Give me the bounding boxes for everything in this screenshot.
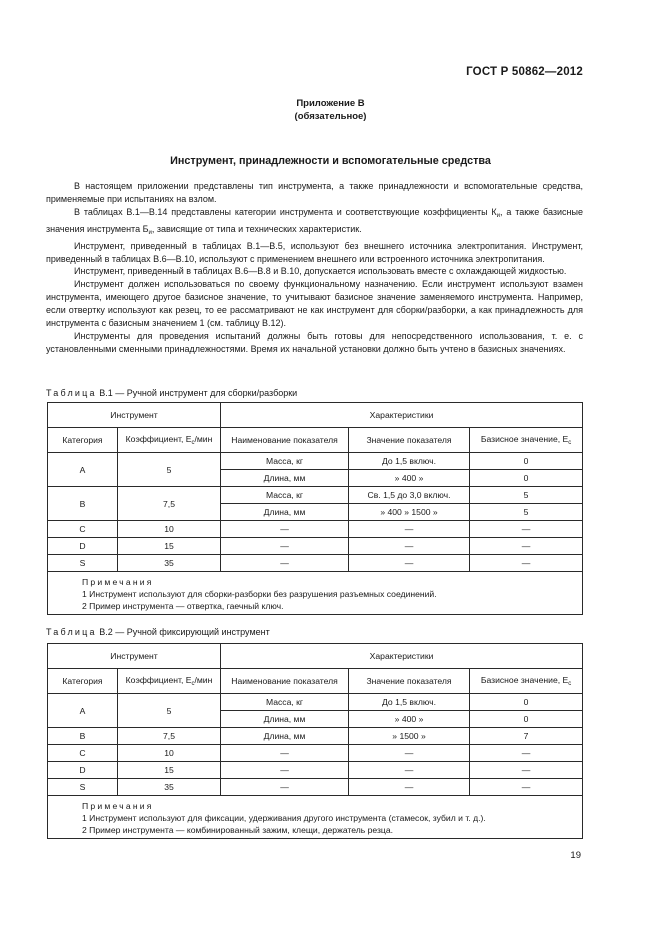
paragraph-3: Инструмент, приведенный в таблицах В.1—В.5, используют без внешнего источника электропитания. Инструмент, приведенный в таблицах В.6—В.10, используют с применением внешнего или встроенного источника электропитания. <box>46 240 583 264</box>
cell-base: 0 <box>470 470 583 487</box>
cell-base: — <box>470 745 583 762</box>
table-row <box>48 694 583 711</box>
table-2-group-chars: Характеристики <box>221 644 583 669</box>
cell-param: Масса, кг <box>221 694 349 711</box>
table-2-group-tool: Инструмент <box>48 644 221 669</box>
subscript-b: и <box>148 229 152 236</box>
cell-value: » 400 » 1500 » <box>349 504 470 521</box>
table-2-note-2: 2 Пример инструмента — комбинированный зажим, клещи, держатель резца. <box>82 825 394 835</box>
cell-param: Длина, мм <box>221 711 349 728</box>
table-1-col-coef-sub: с <box>191 440 195 446</box>
table-1-col-base-sub: с <box>568 440 572 446</box>
table-2-notes-title: Примечания <box>82 801 154 811</box>
cell-category: D <box>48 538 118 555</box>
cell-base: — <box>470 538 583 555</box>
table-1-col-base <box>470 428 583 453</box>
table-row <box>48 728 583 745</box>
cell-coef: 5 <box>118 453 221 487</box>
table-row <box>48 745 583 762</box>
cell-value: Св. 1,5 до 3,0 включ. <box>349 487 470 504</box>
cell-coef: 15 <box>118 538 221 555</box>
cell-base: 5 <box>470 487 583 504</box>
table-1-col-base-text: Базисное значение, Е <box>480 434 569 444</box>
paragraph-2-part-a: В таблицах В.1—В.14 представлены категории инструмента и соответствующие коэффициенты К <box>74 206 497 217</box>
table-row <box>48 453 583 470</box>
table-1-caption-text: В.1 — Ручной инструмент для сборки/разборки <box>99 388 298 398</box>
table-1-notes <box>48 572 583 615</box>
cell-coef: 15 <box>118 762 221 779</box>
paragraph-2-part-c: , зависящие от типа и технических характеристик. <box>151 223 362 234</box>
cell-base: — <box>470 779 583 796</box>
cell-coef: 10 <box>118 745 221 762</box>
paragraph-4: Инструмент, приведенный в таблицах В.6—В.8 и В.10, допускается использовать вместе с охлаждающей жидкостью. <box>74 266 567 277</box>
cell-base: 0 <box>470 694 583 711</box>
cell-category: А <box>48 453 118 487</box>
table-1-group-chars: Характеристики <box>221 403 583 428</box>
page-number: 19 <box>570 850 581 861</box>
table-1-caption-word: Таблица <box>46 388 97 398</box>
table-row <box>48 487 583 504</box>
cell-coef: 5 <box>118 694 221 728</box>
cell-param: — <box>221 555 349 572</box>
table-1-note-1: 1 Инструмент используют для сборки-разборки без разрушения разъемных соединений. <box>82 589 437 599</box>
cell-base: — <box>470 762 583 779</box>
cell-param: Длина, мм <box>221 470 349 487</box>
body-text <box>46 180 583 356</box>
cell-param: — <box>221 538 349 555</box>
table-2-caption-word: Таблица <box>46 627 97 637</box>
cell-value: — <box>349 538 470 555</box>
table-2-notes <box>48 796 583 839</box>
annex-status: (обязательное) <box>294 111 367 122</box>
cell-value: — <box>349 745 470 762</box>
cell-base: 0 <box>470 453 583 470</box>
table-2-col-base <box>470 669 583 694</box>
cell-base: — <box>470 521 583 538</box>
cell-param: Масса, кг <box>221 487 349 504</box>
cell-value: — <box>349 555 470 572</box>
cell-param: — <box>221 745 349 762</box>
cell-coef: 7,5 <box>118 728 221 745</box>
table-row <box>48 762 583 779</box>
cell-value: До 1,5 включ. <box>349 453 470 470</box>
table-2-col-param: Наименование показателя <box>221 669 349 694</box>
cell-category: S <box>48 555 118 572</box>
cell-category: С <box>48 745 118 762</box>
annex-title: Инструмент, принадлежности и вспомогательные средства <box>170 155 491 167</box>
paragraph-2 <box>46 206 583 240</box>
cell-category: В <box>48 728 118 745</box>
cell-base: 5 <box>470 504 583 521</box>
cell-value: — <box>349 779 470 796</box>
cell-value: До 1,5 включ. <box>349 694 470 711</box>
cell-value: — <box>349 521 470 538</box>
annex-label: Приложение В <box>296 98 365 109</box>
table-row <box>48 779 583 796</box>
cell-coef: 35 <box>118 779 221 796</box>
cell-coef: 7,5 <box>118 487 221 521</box>
cell-value: — <box>349 762 470 779</box>
cell-value: » 400 » <box>349 470 470 487</box>
cell-value: » 400 » <box>349 711 470 728</box>
table-2-col-coef-sub: с <box>191 681 195 687</box>
cell-base: — <box>470 555 583 572</box>
table-row <box>48 555 583 572</box>
table-2 <box>47 643 583 839</box>
table-1-caption <box>46 388 297 398</box>
subscript-k: и <box>496 212 501 219</box>
table-1-col-category: Категория <box>48 428 118 453</box>
table-2-col-coef-text: Коэффициент, Е <box>125 675 192 685</box>
table-1-group-tool: Инструмент <box>48 403 221 428</box>
cell-base: 0 <box>470 711 583 728</box>
table-2-col-base-sub: с <box>568 681 572 687</box>
table-1 <box>47 402 583 615</box>
table-1-col-coef-text: Коэффициент, Е <box>125 434 192 444</box>
table-2-col-value: Значение показателя <box>349 669 470 694</box>
standard-code: ГОСТ Р 50862—2012 <box>466 66 583 78</box>
paragraph-5: Инструмент должен использоваться по своему функциональному назначению. Если инструмент используют взамен инструмента, имеющего другое базисное значение, то учитывают базисное значение заменяемого инструмента. Например, если отвертку используют как резец, то ее рассматривают не как инструмент для сборки/разборки, а как принадлежность для инструмента с базисным значением 1 (см. таблицу В.12). <box>46 279 583 329</box>
table-row <box>48 538 583 555</box>
table-1-notes-title: Примечания <box>82 577 154 587</box>
table-1-col-coef-unit: /мин <box>194 434 213 444</box>
table-row <box>48 521 583 538</box>
table-2-col-base-text: Базисное значение, Е <box>480 675 569 685</box>
cell-coef: 35 <box>118 555 221 572</box>
cell-category: D <box>48 762 118 779</box>
table-2-caption <box>46 627 270 637</box>
table-2-col-coef-unit: /мин <box>194 675 213 685</box>
cell-param: Длина, мм <box>221 504 349 521</box>
cell-category: С <box>48 521 118 538</box>
cell-value: » 1500 » <box>349 728 470 745</box>
table-1-note-2: 2 Пример инструмента — отвертка, гаечный ключ. <box>82 601 284 611</box>
paragraph-2-part-b: , а также базисные значения инструмента Б <box>46 206 583 234</box>
annex-heading <box>0 97 661 123</box>
table-2-col-category: Категория <box>48 669 118 694</box>
cell-param: — <box>221 521 349 538</box>
table-1-col-param: Наименование показателя <box>221 428 349 453</box>
cell-category: В <box>48 487 118 521</box>
cell-param: Длина, мм <box>221 728 349 745</box>
cell-param: Масса, кг <box>221 453 349 470</box>
paragraph-6: Инструменты для проведения испытаний должны быть готовы для непосредственного использования, т. е. с установленными сменными принадлежностями. Время их начальной установки должно быть учтено в базисных значениях. <box>46 330 583 354</box>
cell-param: — <box>221 779 349 796</box>
table-2-note-1: 1 Инструмент используют для фиксации, удерживания другого инструмента (стамесок, зубил и т. д.). <box>82 813 486 823</box>
cell-base: 7 <box>470 728 583 745</box>
cell-category: S <box>48 779 118 796</box>
cell-coef: 10 <box>118 521 221 538</box>
cell-param: — <box>221 762 349 779</box>
table-2-caption-text: В.2 — Ручной фиксирующий инструмент <box>99 627 270 637</box>
table-2-col-coef <box>118 669 221 694</box>
table-1-col-coef <box>118 428 221 453</box>
table-1-col-value: Значение показателя <box>349 428 470 453</box>
paragraph-1: В настоящем приложении представлены тип инструмента, а также принадлежности и вспомогательные средства, применяемые при испытаниях на взлом. <box>46 181 583 204</box>
cell-category: А <box>48 694 118 728</box>
